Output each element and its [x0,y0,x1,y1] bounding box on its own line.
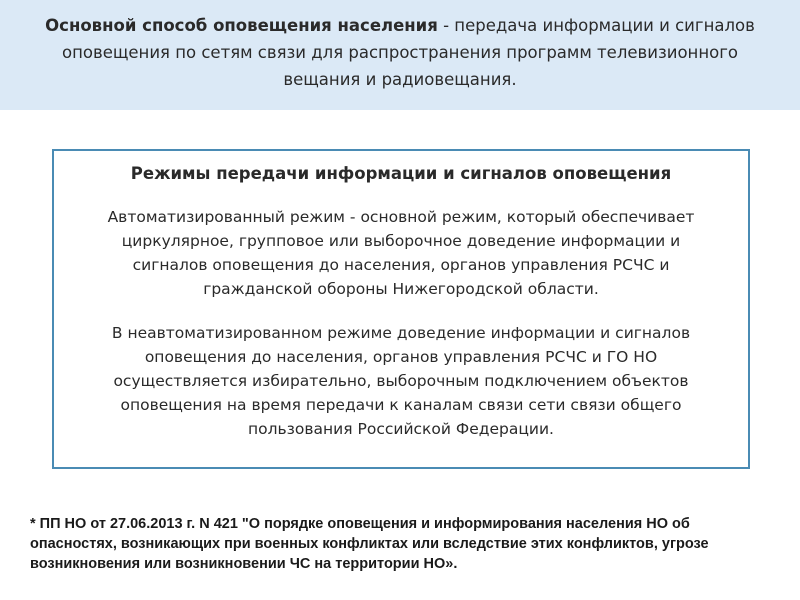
header-title-rest: - передача информации и сигналов оповещения по сетям связи для распространения программ телевизионного вещания и радиовещания. [62,16,755,89]
modes-box [52,149,750,469]
header-title-bold: Основной способ оповещения населения [45,16,438,35]
footnote: * ПП НО от 27.06.2013 г. N 421 "О порядке оповещения и информирования населения НО об опасностях, возникающих при военных конфликтах или вследствие этих конфликтов, угрозе возникновения или возникновении ЧС на территории НО». [30,516,709,572]
modes-box-title: Режимы передачи информации и сигналов оповещения [130,164,672,183]
non-automated-mode-paragraph: В неавтоматизированном режиме доведение информации и сигналов оповещения до населения, органов управления РСЧС и ГО НО осуществляется избирательно, выборочным подключением объектов оповещения на время передачи к каналам связи сети связи общего пользования Российской Федерации. [111,324,691,438]
header-banner [0,0,800,110]
automated-mode-paragraph: Автоматизированный режим - основной режим, который обеспечивает циркулярное, групповое или выборочное доведение информации и сигналов оповещения до населения, органов управления РСЧС и гражданской обороны Нижегородской области. [107,208,695,298]
